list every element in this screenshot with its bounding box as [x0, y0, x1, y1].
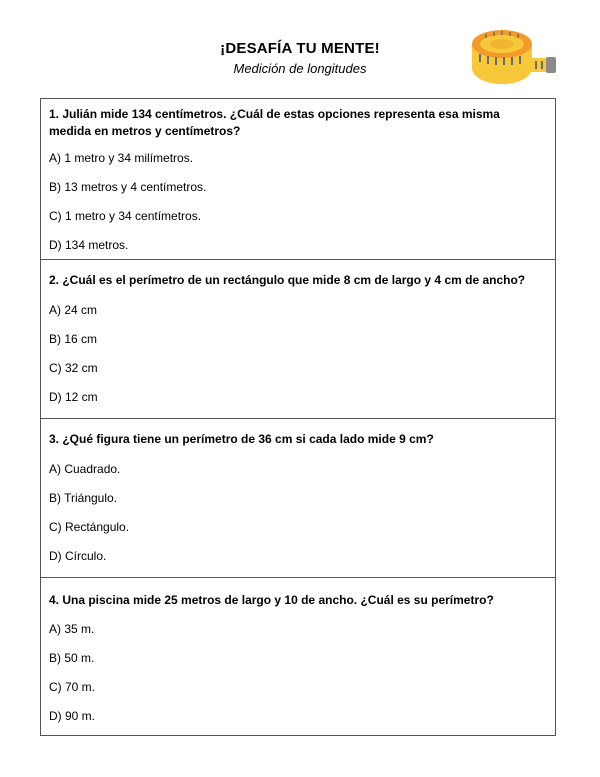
question-1-option-d: D) 134 metros. — [49, 238, 129, 252]
worksheet-title: ¡DESAFÍA TU MENTE! — [220, 40, 380, 57]
question-2-option-d: D) 12 cm — [49, 390, 98, 404]
question-2-option-c: C) 32 cm — [49, 361, 98, 375]
question-2 — [41, 259, 555, 418]
question-2-option-b: B) 16 cm — [49, 332, 98, 346]
question-2-option-a: A) 24 cm — [49, 303, 98, 317]
question-4-option-b: B) 50 m. — [49, 651, 95, 665]
question-3-option-a: A) Cuadrado. — [49, 462, 121, 476]
quiz-box — [40, 98, 556, 736]
question-4 — [41, 577, 555, 735]
question-4-text: 4. Una piscina mide 25 metros de largo y 10 de ancho. ¿Cuál es su perímetro? — [49, 593, 494, 607]
question-4-option-d: D) 90 m. — [49, 709, 96, 723]
question-1-option-a: A) 1 metro y 34 milímetros. — [49, 151, 194, 165]
question-3-option-c: C) Rectángulo. — [49, 520, 130, 534]
question-1 — [41, 99, 555, 259]
worksheet-subtitle: Medición de longitudes — [233, 61, 367, 76]
question-3-text: 3. ¿Qué figura tiene un perímetro de 36 cm si cada lado mide 9 cm? — [49, 432, 434, 446]
question-3-option-d: D) Círculo. — [49, 549, 107, 563]
question-1-text: 1. Julián mide 134 centímetros. ¿Cuál de estas opciones representa esa misma medida en metros y centímetros? — [49, 107, 500, 138]
question-4-option-c: C) 70 m. — [49, 680, 96, 694]
question-1-option-b: B) 13 metros y 4 centímetros. — [49, 180, 207, 194]
question-3-option-b: B) Triángulo. — [49, 491, 118, 505]
question-4-option-a: A) 35 m. — [49, 622, 95, 636]
question-3 — [41, 418, 555, 577]
measuring-tape-icon — [466, 24, 560, 88]
question-2-text: 2. ¿Cuál es el perímetro de un rectángulo que mide 8 cm de largo y 4 cm de ancho? — [49, 273, 526, 287]
question-1-option-c: C) 1 metro y 34 centímetros. — [49, 209, 202, 223]
